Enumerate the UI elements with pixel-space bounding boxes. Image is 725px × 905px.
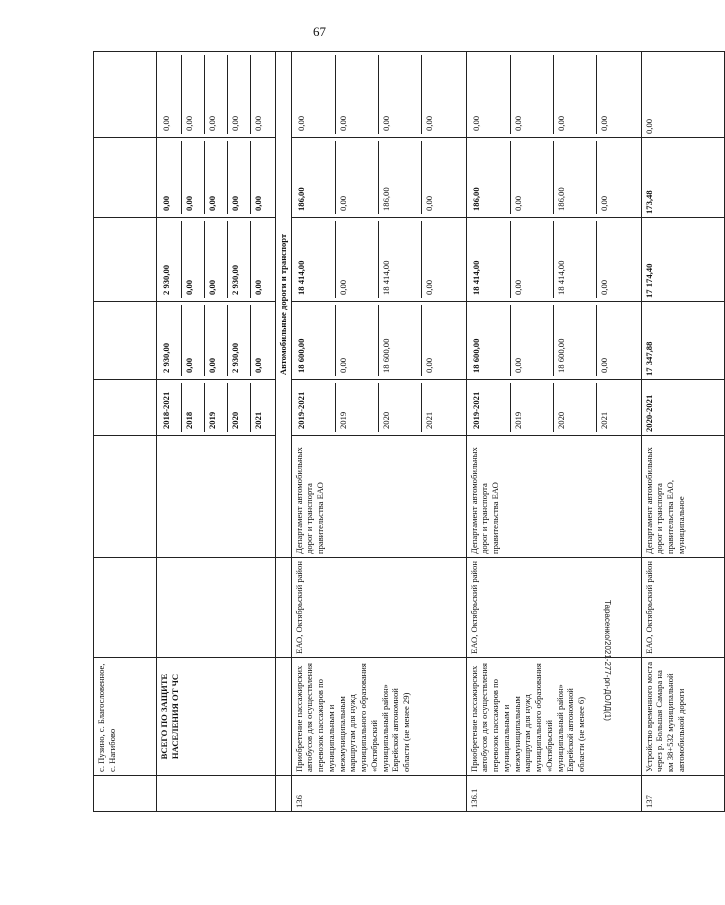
- table-row: [94, 52, 157, 812]
- summary-title: ВСЕГО ПО ЗАЩИТЕ НАСЕЛЕНИЯ ОТ ЧС: [157, 658, 276, 776]
- row-executor: Департамент автомобильных дорог и транспорта правительства ЕАО, муниципальное: [641, 436, 724, 558]
- row-local: 186,00 0,00 186,00 0,00: [291, 138, 466, 218]
- row-number: [94, 776, 157, 812]
- row-number: 137: [641, 776, 724, 812]
- row-description: Устройство временного моста через р. Большая Самара на км 38+532 муниципальной автомобильной дороги: [641, 658, 724, 776]
- row-location: ЕАО, Октябрьский район: [641, 558, 724, 658]
- row-location: ЕАО, Октябрьский район: [466, 558, 641, 658]
- summary-local: 0,00 0,00 0,00 0,00 0,00: [157, 138, 276, 218]
- row-period: 2020-2021: [641, 380, 724, 436]
- row-description: Приобретение пассажирских автобусов для осуществления перевозок пассажиров по муниципальным и межмуниципальным маршрутам для нужд муниципального образования «Октябрьский муниципальный район» Еврейской автономной области (не менее 29): [291, 658, 466, 776]
- row-periods: 2019-2021 2019 2020 2021: [466, 380, 641, 436]
- table-row: [641, 52, 724, 812]
- row-number: 136: [291, 776, 466, 812]
- row-other: 0,00: [641, 52, 724, 138]
- summary-total: 2 930,00 0,00 0,00 2 930,00 0,00: [157, 302, 276, 380]
- row-regional: 18 414,00 0,00 18 414,00 0,00: [291, 218, 466, 302]
- budget-table: [93, 51, 725, 812]
- table-row: [291, 52, 466, 812]
- row-other: 0,00 0,00 0,00 0,00: [466, 52, 641, 138]
- document-footer-code: Тарасенко/2021-277-рп-ДОЛД(1): [603, 600, 612, 721]
- summary-periods: 2018-2021 2018 2019 2020 2021: [157, 380, 276, 436]
- page-number: 67: [313, 24, 326, 39]
- row-local: 186,00 0,00 186,00 0,00: [466, 138, 641, 218]
- rotated-table-stage: [93, 52, 686, 812]
- row-number: 136.1: [466, 776, 641, 812]
- row-total: 17 347,88: [641, 302, 724, 380]
- section-title: Автомобильные дороги и транспорт: [276, 52, 292, 558]
- table-row-summary: [157, 52, 276, 812]
- row-regional: 18 414,00 0,00 18 414,00 0,00: [466, 218, 641, 302]
- section-header: [276, 52, 292, 812]
- summary-regional: 2 930,00 0,00 0,00 2 930,00 0,00: [157, 218, 276, 302]
- row-total: 18 600,00 0,00 18 600,00 0,00: [466, 302, 641, 380]
- row-periods: 2019-2021 2019 2020 2021: [291, 380, 466, 436]
- summary-other: 0,00 0,00 0,00 0,00 0,00: [157, 52, 276, 138]
- row-regional: 17 174,40: [641, 218, 724, 302]
- row-executor: Департамент автомобильных дорог и транспорта правительства ЕАО: [291, 436, 466, 558]
- village-name: с. Пузино, с. Благословенное, с. Нагибово: [94, 658, 157, 776]
- row-description: Приобретение пассажирских автобусов для осуществления перевозок пассажиров по муниципальным и межмуниципальным маршрутам для нужд муниципального образования «Октябрьский муниципальный район» Еврейской автономной области (не менее 6): [466, 658, 641, 776]
- row-local: 173,48: [641, 138, 724, 218]
- row-executor: Департамент автомобильных дорог и транспорта правительства ЕАО: [466, 436, 641, 558]
- table-row: [466, 52, 641, 812]
- row-other: 0,00 0,00 0,00 0,00: [291, 52, 466, 138]
- row-total: 18 600,00 0,00 18 600,00 0,00: [291, 302, 466, 380]
- row-location: ЕАО, Октябрьский район: [291, 558, 466, 658]
